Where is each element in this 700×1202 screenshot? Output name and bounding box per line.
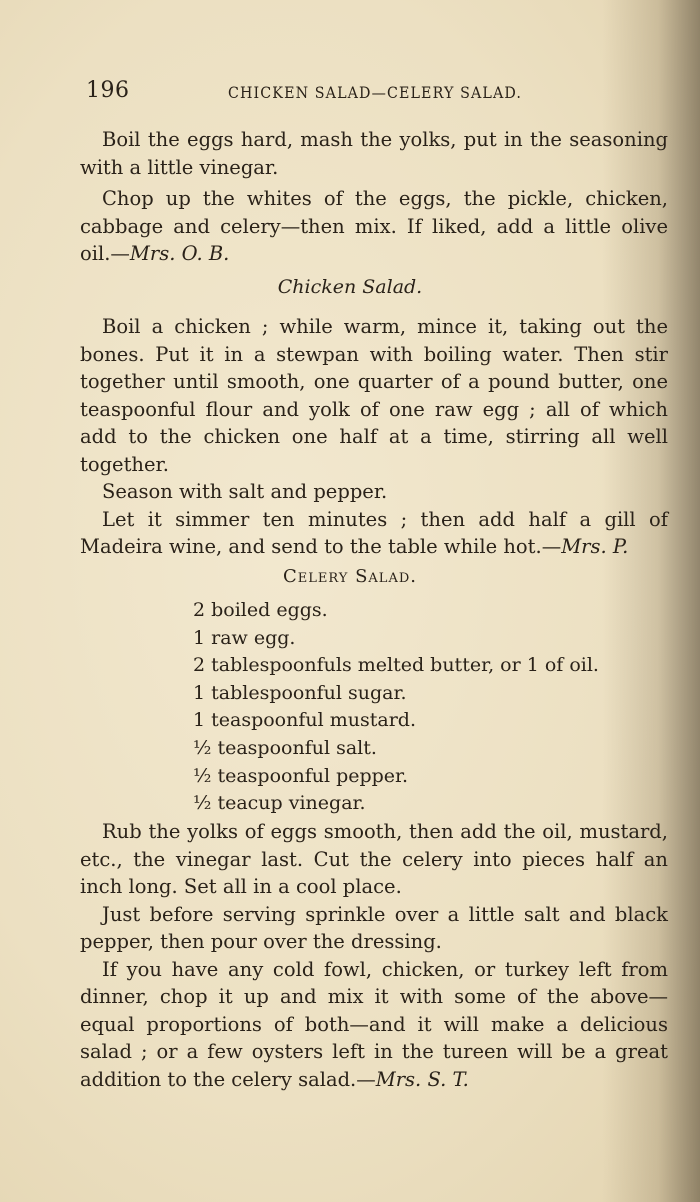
celery-paragraph-3-text: If you have any cold fowl, chicken, or turkey left from dinner, chop it up and mix it with some of the above—equal proportions of both—and it will make a delicious salad ; or a few oysters left in the tureen will be a great addition to the celery salad.— [80, 957, 668, 1091]
signature: Mrs. P. [561, 535, 629, 558]
ingredient-item: 2 tablespoonfuls melted butter, or 1 of oil. [193, 654, 599, 677]
chicken-paragraph-2: Season with salt and pepper. [102, 480, 388, 503]
page-header [86, 78, 660, 108]
ingredient-item: 1 teaspoonful mustard. [193, 709, 416, 732]
signature: Mrs. O. B. [129, 242, 230, 265]
chicken-paragraph-1: Boil a chicken ; while warm, mince it, taking out the bones. Put it in a stewpan with boiling water. Then stir together until smooth, one quarter of a pound butter, one teaspoonful flour and yolk of one raw egg ; all of which add to the chicken one half at a time, stirring all well together. [80, 315, 668, 476]
ingredient-item: 2 boiled eggs. [193, 599, 328, 621]
ingredient-item: ½ teacup vinegar. [193, 792, 366, 815]
intro-section [80, 126, 668, 268]
ingredient-item: 1 tablespoonful sugar. [193, 681, 407, 704]
celery-paragraph-3 [80, 956, 668, 1094]
intro-paragraph-2-text: Chop up the whites of the eggs, the pickle, chicken, cabbage and celery—then mix. If liked, add a little olive oil.— [80, 187, 668, 265]
section-heading-chicken-salad: Chicken Salad. [277, 276, 423, 298]
running-head: CHICKEN SALAD—CELERY SALAD. [228, 84, 523, 102]
signature: Mrs. S. T. [375, 1067, 469, 1091]
celery-paragraph-1: Rub the yolks of eggs smooth, then add the oil, mustard, etc., the vinegar last. Cut the celery into pieces half an inch long. Set all in a cool place. [80, 820, 668, 898]
ingredient-item: ½ teaspoonful salt. [193, 736, 377, 759]
chicken-paragraph-3 [80, 506, 668, 561]
intro-paragraph-1: Boil the eggs hard, mash the yolks, put in the seasoning with a little vinegar. [80, 128, 668, 179]
page-number: 196 [86, 78, 130, 103]
celery-paragraph-2: Just before serving sprinkle over a little salt and black pepper, then pour over the dressing. [80, 902, 668, 953]
celery-salad-section [80, 818, 668, 1093]
ingredient-item: 1 raw egg. [193, 626, 296, 649]
chicken-paragraph-3-text: Let it simmer ten minutes ; then add half a gill of Madeira wine, and send to the table while hot.— [80, 507, 668, 558]
chicken-salad-section [80, 313, 668, 561]
intro-paragraph-2 [80, 185, 668, 268]
ingredient-item: ½ teaspoonful pepper. [193, 764, 409, 787]
ingredient-list [193, 597, 599, 818]
section-heading-celery-salad: Celery Salad. [283, 566, 417, 587]
